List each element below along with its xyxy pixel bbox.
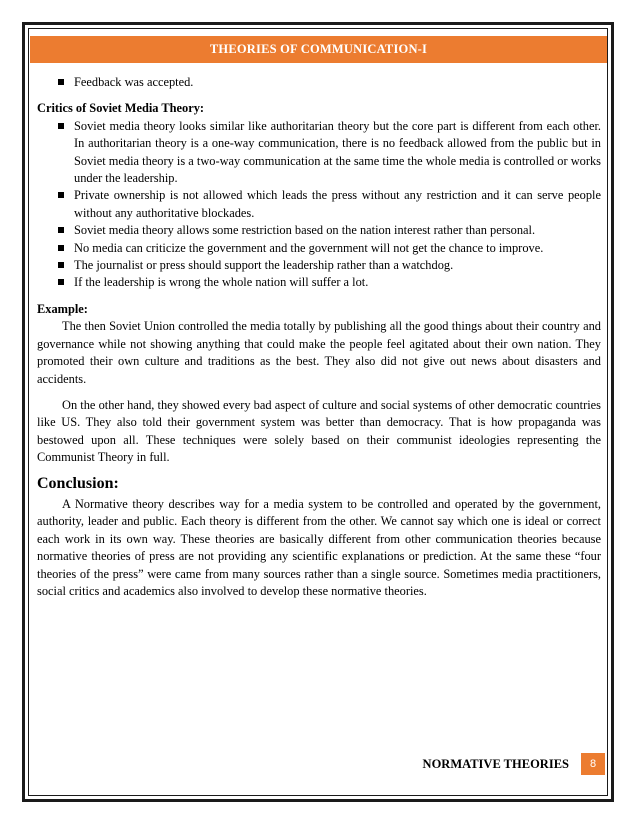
list-item: Soviet media theory allows some restriction based on the nation interest rather than personal. <box>37 222 601 239</box>
page-number: 8 <box>581 753 605 775</box>
square-bullet-icon <box>58 245 64 251</box>
list-item: Soviet media theory looks similar like authoritarian theory but the core part is different from each other. In authoritarian theory is a one-way communication, there is no feedback allowed from the public but in Soviet media theory is a two-way communication at the same time the whole media is controlled or works under the leadership. <box>37 118 601 188</box>
square-bullet-icon <box>58 192 64 198</box>
list-item: Feedback was accepted. <box>37 74 601 91</box>
critics-heading: Critics of Soviet Media Theory: <box>37 101 205 116</box>
square-bullet-icon <box>58 227 64 233</box>
conclusion-heading: Conclusion: <box>37 474 119 492</box>
conclusion-paragraph: A Normative theory describes way for a media system to be controlled and operated by the government, authority, leader and public. Each theory is different from the other. We cannot say which one is ideal or correct each work in its own way. These theories are basically different from other communication theories because normative theories of press are not providing any scientific explanations or prediction. At the same these “four theories of the press” were came from many sources rather than a single source. Sometimes media practitioners, social critics and academics also involved to develop these normative theories. <box>37 496 601 598</box>
top-bullet-list <box>37 74 601 91</box>
footer-title: NORMATIVE THEORIES <box>422 756 569 771</box>
list-item: The journalist or press should support the leadership rather than a watchdog. <box>37 257 601 274</box>
list-item: No media can criticize the government and the government will not get the chance to improve. <box>37 240 601 257</box>
example-heading: Example: <box>37 301 88 316</box>
page-header <box>30 36 607 63</box>
square-bullet-icon <box>58 123 64 129</box>
page-footer <box>423 753 605 775</box>
example-paragraph-1: The then Soviet Union controlled the media totally by publishing all the good things about their country and governance while not showing anything that could make the people feel agitated about their own nation. They promoted their own culture and traditions as the best. They also did not give out news about disasters and accidents. <box>37 319 601 386</box>
page-content <box>37 74 601 600</box>
list-item: If the leadership is wrong the whole nation will suffer a lot. <box>37 274 601 291</box>
square-bullet-icon <box>58 262 64 268</box>
square-bullet-icon <box>58 279 64 285</box>
square-bullet-icon <box>58 79 64 85</box>
header-title: THEORIES OF COMMUNICATION-I <box>209 42 428 56</box>
example-paragraph-2: On the other hand, they showed every bad aspect of culture and social systems of other democratic countries like US. They also told their government system was better than democracy. That is how propaganda was bestowed upon all. These techniques were solely based on their communist ideologies representing the Communist Theory in full. <box>37 397 601 465</box>
list-item: Private ownership is not allowed which leads the press without any restriction and it can serve people without any authoritative blockades. <box>37 187 601 222</box>
critics-list <box>37 118 601 292</box>
